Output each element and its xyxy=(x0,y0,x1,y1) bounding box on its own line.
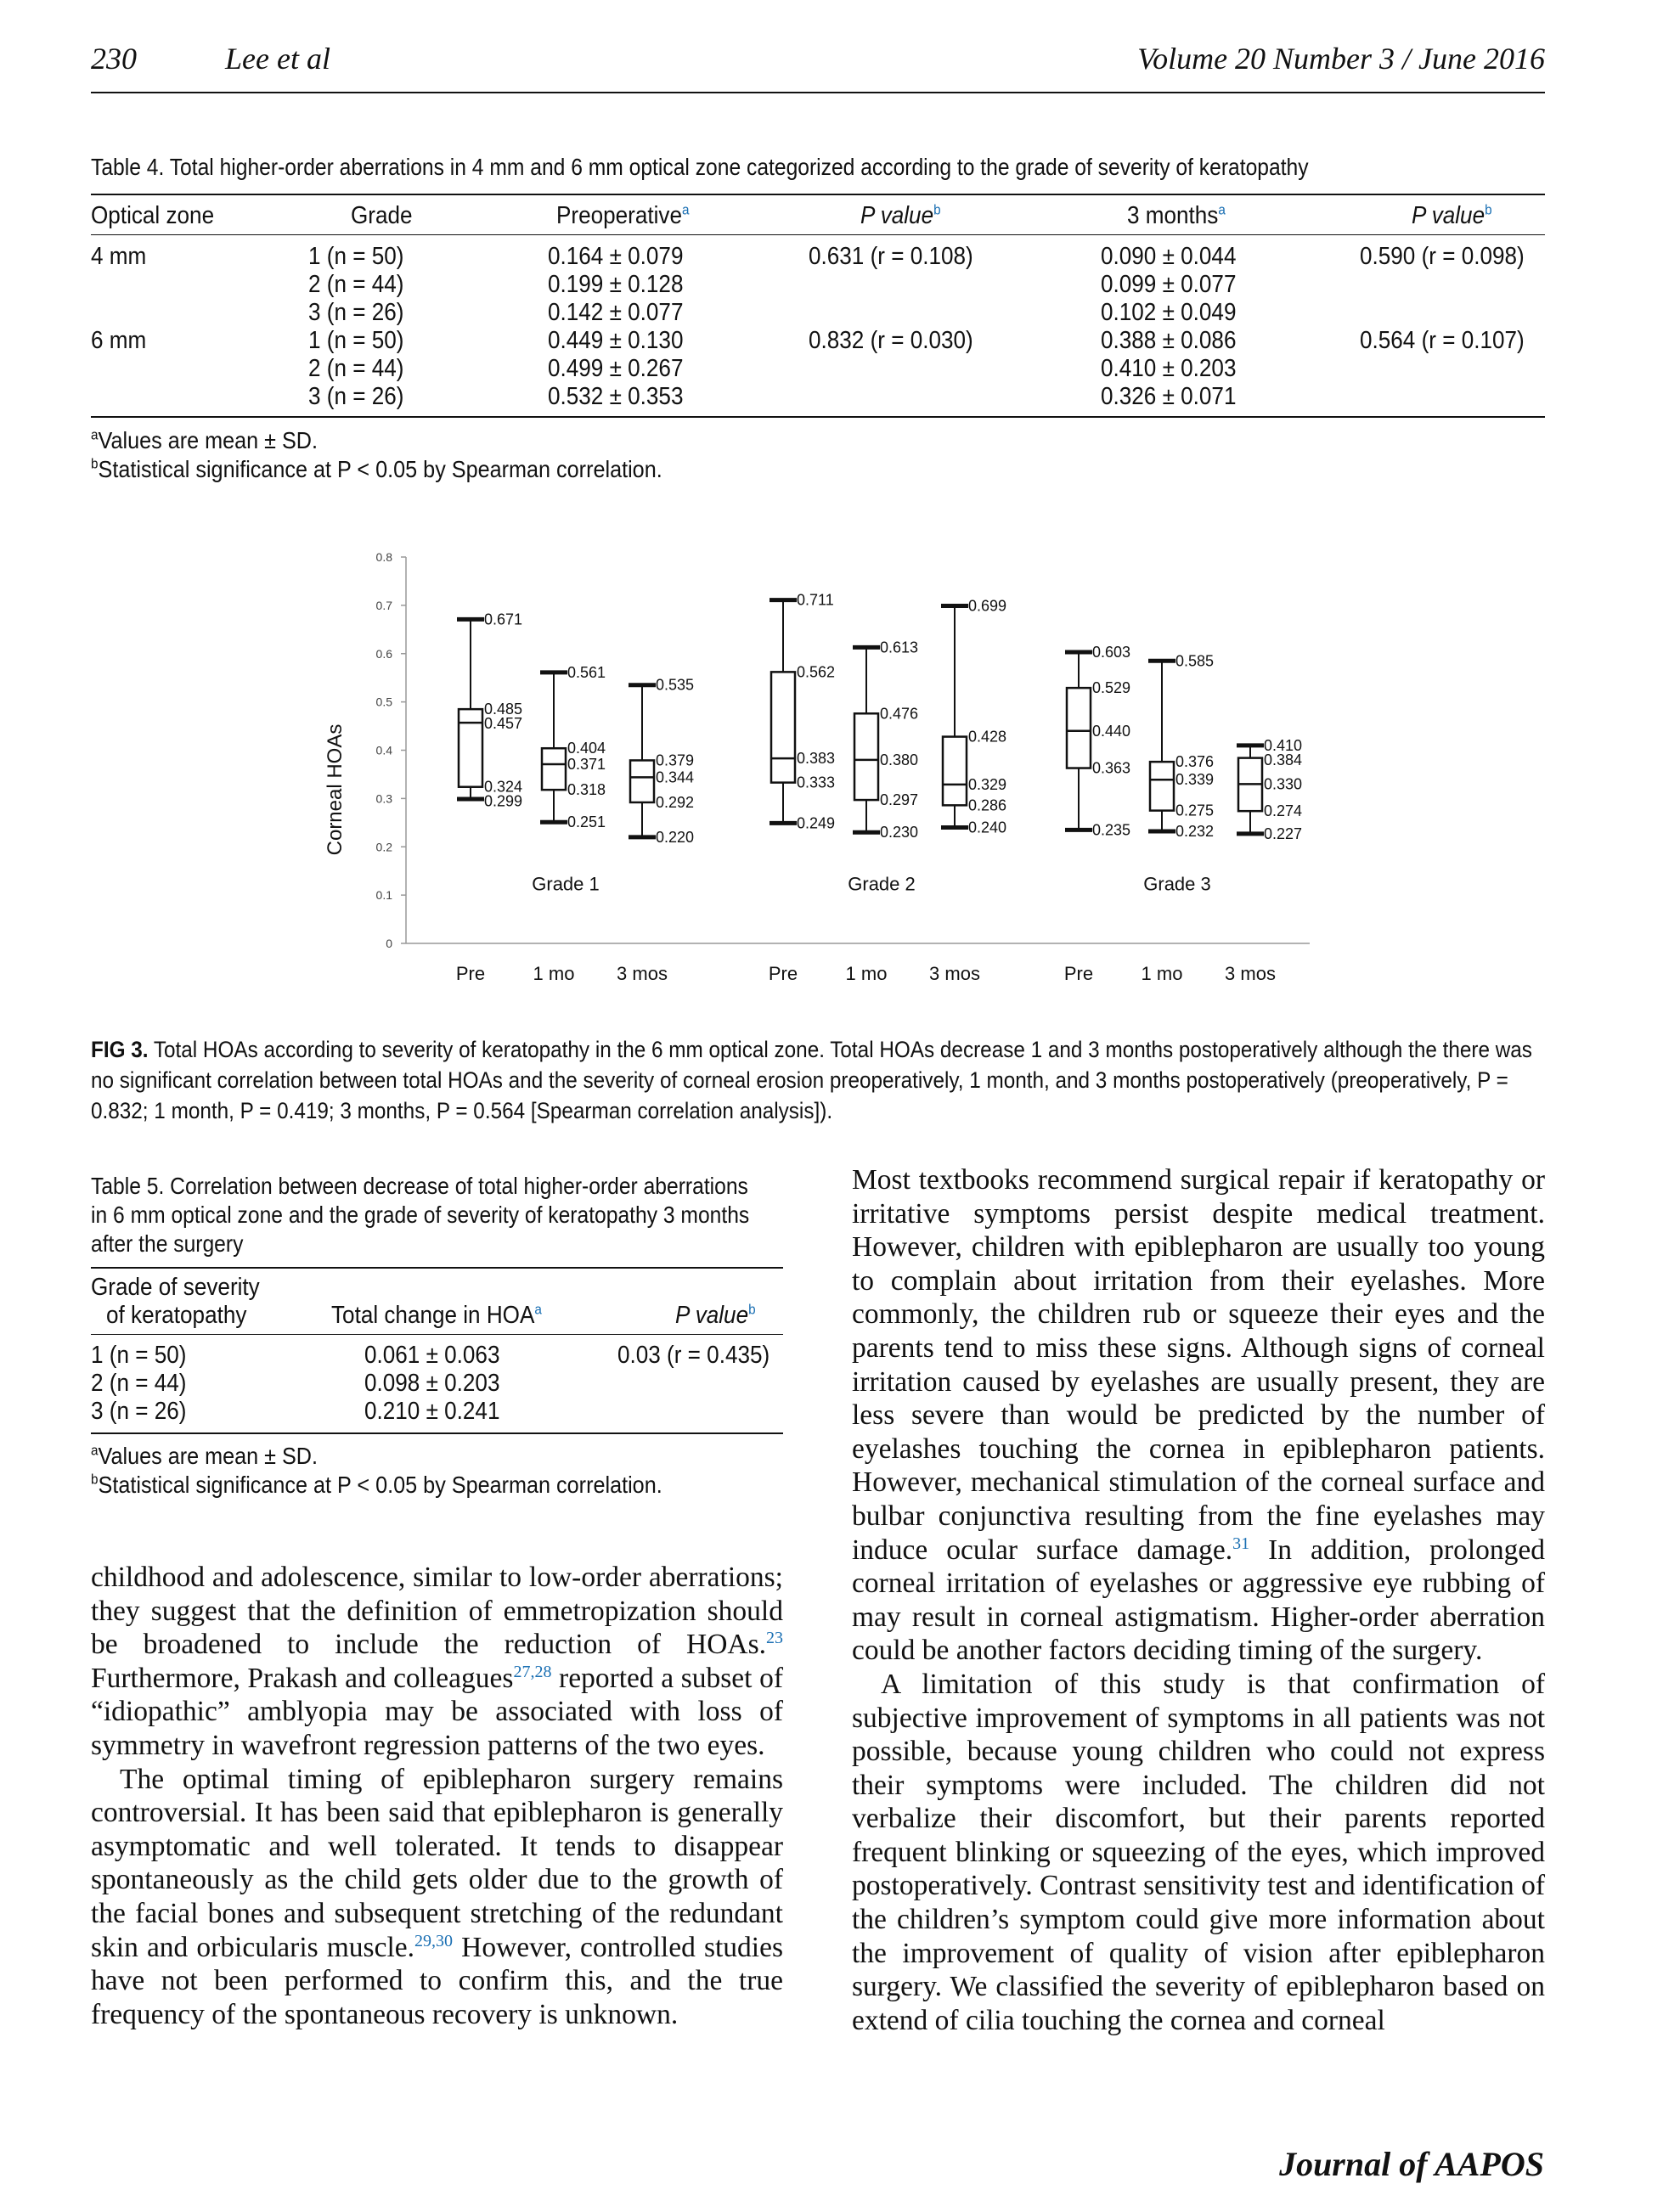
data-label: 0.230 xyxy=(880,824,919,841)
group-label: Grade 3 xyxy=(1143,873,1211,895)
table-4-cell-preoperative: 0.449 ± 0.130 xyxy=(548,327,684,354)
table-5-cell-p-value: 0.03 (r = 0.435) xyxy=(617,1342,770,1369)
table-4-cell-grade: 2 (n = 44) xyxy=(308,271,404,298)
journal-volume: Volume 20 Number 3 / June 2016 xyxy=(1137,42,1545,76)
table-4-cell-3-months: 0.102 ± 0.049 xyxy=(1101,299,1237,326)
data-label: 0.457 xyxy=(484,715,523,733)
table-4-cell-3-months: 0.326 ± 0.071 xyxy=(1101,383,1237,410)
data-label: 0.249 xyxy=(797,814,836,832)
x-tick-label: Pre xyxy=(768,963,798,984)
table-4-header-p-value-2: P value$^b$ xyxy=(1412,201,1492,229)
table-4-cell-p-value-2: 0.590 (r = 0.098) xyxy=(1360,243,1525,270)
y-tick-label: 0.3 xyxy=(375,791,392,806)
data-label: 0.380 xyxy=(880,751,919,768)
data-label: 0.476 xyxy=(880,705,919,723)
data-label: 0.275 xyxy=(1175,802,1215,819)
y-tick-label: 0.1 xyxy=(375,888,392,903)
table-5-cell-total-change: 0.061 ± 0.063 xyxy=(364,1342,500,1369)
table-4-bottom-rule xyxy=(91,416,1545,418)
table-5-header-grade-line2: of keratopathy xyxy=(106,1302,247,1329)
table-4-top-rule xyxy=(91,194,1545,195)
data-label: 0.440 xyxy=(1092,722,1131,740)
y-tick-label: 0 xyxy=(386,937,392,950)
box-iqr xyxy=(1067,688,1091,768)
table-5-footnote-b: $^b$Statistical significance at P < 0.05 by Spearman correlation. xyxy=(91,1471,662,1498)
table-5-header-rule xyxy=(91,1334,783,1335)
table-5-footnote-a: $^a$Values are mean ± SD. xyxy=(91,1442,319,1469)
table-4-header-preoperative: Preoperative$^a$ xyxy=(556,201,690,229)
data-label: 0.671 xyxy=(484,611,523,628)
group-label: Grade 2 xyxy=(848,873,916,895)
table-4-cell-preoperative: 0.199 ± 0.128 xyxy=(548,271,684,298)
running-header xyxy=(91,41,1545,93)
data-label: 0.297 xyxy=(880,791,919,809)
right-column-text xyxy=(852,1163,1545,2037)
data-label: 0.711 xyxy=(797,591,834,609)
table-4-header-3-months: 3 months$^a$ xyxy=(1127,201,1226,229)
table-5-cell-grade: 1 (n = 50) xyxy=(91,1342,187,1369)
x-tick-label: 3 mos xyxy=(1225,963,1276,984)
data-label: 0.371 xyxy=(567,755,606,773)
data-label: 0.529 xyxy=(1092,679,1131,697)
y-tick-label: 0.5 xyxy=(375,695,392,709)
table-4-cell-p-value-2: 0.564 (r = 0.107) xyxy=(1360,327,1525,354)
y-tick-label: 0.2 xyxy=(375,840,392,854)
data-label: 0.410 xyxy=(1264,736,1303,754)
table-5-cell-grade: 2 (n = 44) xyxy=(91,1370,187,1397)
table-4-cell-grade: 1 (n = 50) xyxy=(308,327,404,354)
box-iqr xyxy=(771,672,795,782)
data-label: 0.363 xyxy=(1092,759,1131,777)
data-label: 0.404 xyxy=(567,740,606,757)
table-4-cell-3-months: 0.410 ± 0.203 xyxy=(1101,355,1237,382)
x-tick-label: 3 mos xyxy=(617,963,668,984)
data-label: 0.613 xyxy=(880,639,919,656)
table-4-cell-preoperative: 0.164 ± 0.079 xyxy=(548,243,684,270)
data-label: 0.299 xyxy=(484,792,523,810)
table-4-header-grade: Grade xyxy=(351,202,413,229)
figure-3-caption: FIG 3. Total HOAs according to severity of keratopathy in the 6 mm optical zone. Total HOAs decrease 1 and 3 months postoperatively although the there was no significant correlation between total HOAs and the severity of corneal erosion preoperatively, 1 month, and 3 months postoperatively (preoperatively, P = 0.832; 1 month, P = 0.419; 3 months, P = 0.564 [Spearman correlation analysis]). xyxy=(91,1037,1532,1123)
x-tick-label: 3 mos xyxy=(929,963,980,984)
table-4-header-p-value: P value$^b$ xyxy=(860,201,941,229)
data-label: 0.240 xyxy=(968,819,1007,836)
box-iqr xyxy=(630,760,654,802)
table-4-header-rule xyxy=(91,234,1545,235)
table-5-bottom-rule xyxy=(91,1432,783,1434)
table-4 xyxy=(91,153,1545,482)
x-tick-label: 1 mo xyxy=(1141,963,1183,984)
table-4-cell-preoperative: 0.499 ± 0.267 xyxy=(548,355,684,382)
y-tick-label: 0.4 xyxy=(375,743,392,757)
x-tick-label: Pre xyxy=(1063,963,1094,984)
data-label: 0.227 xyxy=(1264,825,1303,842)
data-label: 0.220 xyxy=(656,828,695,846)
table-5-caption: Table 5. Correlation between decrease of total higher-order aberrations in 6 mm optical zone and the grade of severity of keratopathy 3 months after the surgery xyxy=(91,1173,750,1257)
data-label: 0.585 xyxy=(1175,652,1215,670)
data-label: 0.235 xyxy=(1092,821,1131,839)
box-iqr xyxy=(854,713,878,800)
data-label: 0.383 xyxy=(797,750,836,768)
data-label: 0.699 xyxy=(968,597,1007,615)
table-4-cell-preoperative: 0.532 ± 0.353 xyxy=(548,383,684,410)
x-tick-label: Pre xyxy=(455,963,486,984)
table-5-cell-grade: 3 (n = 26) xyxy=(91,1398,187,1425)
body-paragraph: A limitation of this study is that confirmation of subjective improvement of symptoms in all patients was not possible, because young children who could not express their symptoms were included. The children did not verbalize their discomfort, but their parents reported frequent blinking or squeezing of the eyes, which improved postoperatively. Contrast sensitivity test and identification of the children’s symptom could give more information about the improvement of quality of vision after epiblepharon surgery. We classified the severity of epiblepharon based on extend of cilia touching the cornea and corneal xyxy=(852,1668,1545,2036)
table-4-caption: Table 4. Total higher-order aberrations in 4 mm and 6 mm optical zone categorized according to the grade of severity of keratopathy xyxy=(91,154,1309,180)
data-label: 0.535 xyxy=(656,676,695,694)
table-5-header-grade-line1: Grade of severity xyxy=(91,1274,260,1301)
data-label: 0.428 xyxy=(968,728,1007,746)
table-4-footnote-b: $^b$Statistical significance at P < 0.05 by Spearman correlation. xyxy=(91,455,662,482)
table-4-cell-preoperative: 0.142 ± 0.077 xyxy=(548,299,684,326)
journal-footer: Journal of AAPOS xyxy=(1279,2145,1544,2183)
x-tick-label: 1 mo xyxy=(845,963,888,984)
data-label: 0.562 xyxy=(797,663,836,681)
data-label: 0.384 xyxy=(1264,751,1303,768)
data-label: 0.339 xyxy=(1175,771,1215,789)
table-5-header-total-change: Total change in HOA$^a$ xyxy=(331,1301,542,1329)
data-label: 0.274 xyxy=(1264,802,1303,820)
data-label: 0.286 xyxy=(968,796,1007,814)
y-tick-label: 0.8 xyxy=(375,550,392,564)
data-label: 0.333 xyxy=(797,774,836,791)
table-5-top-rule xyxy=(91,1267,783,1269)
data-label: 0.561 xyxy=(567,663,606,681)
table-4-cell-grade: 1 (n = 50) xyxy=(308,243,404,270)
running-authors: Lee et al xyxy=(225,42,330,76)
data-label: 0.603 xyxy=(1092,644,1131,661)
data-label: 0.376 xyxy=(1175,753,1215,771)
table-5-header-p-value: P value$^b$ xyxy=(675,1301,756,1329)
table-4-cell-3-months: 0.388 ± 0.086 xyxy=(1101,327,1237,354)
table-4-cell-grade: 2 (n = 44) xyxy=(308,355,404,382)
data-label: 0.330 xyxy=(1264,775,1303,793)
table-4-cell-grade: 3 (n = 26) xyxy=(308,383,404,410)
box-iqr xyxy=(459,709,482,787)
group-label: Grade 1 xyxy=(532,873,600,895)
box-iqr xyxy=(542,748,566,790)
x-tick-label: 1 mo xyxy=(533,963,575,984)
table-4-footnote-a: $^a$Values are mean ± SD. xyxy=(91,426,319,453)
body-paragraph: childhood and adolescence, similar to low-order aberrations; they suggest that the definition of emmetropization should be broadened to include the reduction of HOAs.$^{23}$ Furthermore, Prakash and colleagues$^{27,28}$ reported a subset of “idiopathic” amblyopia may be associated with loss of symmetry in wavefront regression patterns of the two eyes. xyxy=(91,1562,783,1761)
table-4-cell-grade: 3 (n = 26) xyxy=(308,299,404,326)
table-4-header-optical-zone: Optical zone xyxy=(91,202,215,229)
data-label: 0.318 xyxy=(567,781,606,799)
data-label: 0.232 xyxy=(1175,823,1215,841)
box-iqr xyxy=(943,737,967,806)
body-paragraph: Most textbooks recommend surgical repair if keratopathy or irritative symptoms persist despite medical treatment. However, children with epiblepharon are usually too young to complain about irritation from their eyelashes. More commonly, the children rub or squeeze their eyes and the parents tend to miss these signs. Although signs of corneal irritation caused by eyelashes are usually present, they are less severe than would be predicted by the number of eyelashes touching the cornea in epiblepharon patients. However, mechanical stimulation of the corneal surface and bulbar conjunctiva resulting from the fine eyelashes may induce ocular surface damage.$^{31}$ In addition, prolonged corneal irritation of eyelashes or aggressive eye rubbing of may result in corneal astigmatism. Higher-order aberration could be another factors deciding timing of the surgery. xyxy=(852,1164,1545,1667)
figure-3-chart xyxy=(314,535,1316,993)
table-4-cell-3-months: 0.099 ± 0.077 xyxy=(1101,271,1237,298)
data-label: 0.324 xyxy=(484,778,523,796)
table-5-cell-total-change: 0.098 ± 0.203 xyxy=(364,1370,500,1397)
data-label: 0.251 xyxy=(567,813,606,831)
page-number: 230 xyxy=(91,42,137,76)
table-5 xyxy=(91,1172,783,1503)
data-label: 0.292 xyxy=(656,793,695,811)
table-5-cell-total-change: 0.210 ± 0.241 xyxy=(364,1398,500,1425)
left-column-text xyxy=(91,1561,783,2031)
data-label: 0.485 xyxy=(484,701,523,718)
data-label: 0.329 xyxy=(968,775,1007,793)
table-4-cell-p-value: 0.832 (r = 0.030) xyxy=(809,327,973,354)
table-4-cell-zone: 4 mm xyxy=(91,243,147,270)
table-4-cell-p-value: 0.631 (r = 0.108) xyxy=(809,243,973,270)
box-iqr xyxy=(1150,762,1174,810)
table-4-cell-3-months: 0.090 ± 0.044 xyxy=(1101,243,1237,270)
data-label: 0.379 xyxy=(656,751,695,769)
body-paragraph: The optimal timing of epiblepharon surgery remains controversial. It has been said that epiblepharon is generally asymptomatic and well tolerated. It tends to disappear spontaneously as the child gets older due to the growth of the facial bones and subsequent stretching of the redundant skin and orbicularis muscle.$^{29,30}$ However, controlled studies have not been performed to confirm this, and the true frequency of the spontaneous recovery is unknown. xyxy=(91,1763,783,2030)
chart-boxes xyxy=(456,592,1302,984)
y-tick-label: 0.6 xyxy=(375,646,392,661)
box-plot xyxy=(314,535,1316,993)
data-label: 0.344 xyxy=(656,768,695,786)
y-axis-label: Corneal HOAs xyxy=(324,723,347,856)
y-tick-label: 0.7 xyxy=(375,598,392,612)
table-4-cell-zone: 6 mm xyxy=(91,327,147,354)
